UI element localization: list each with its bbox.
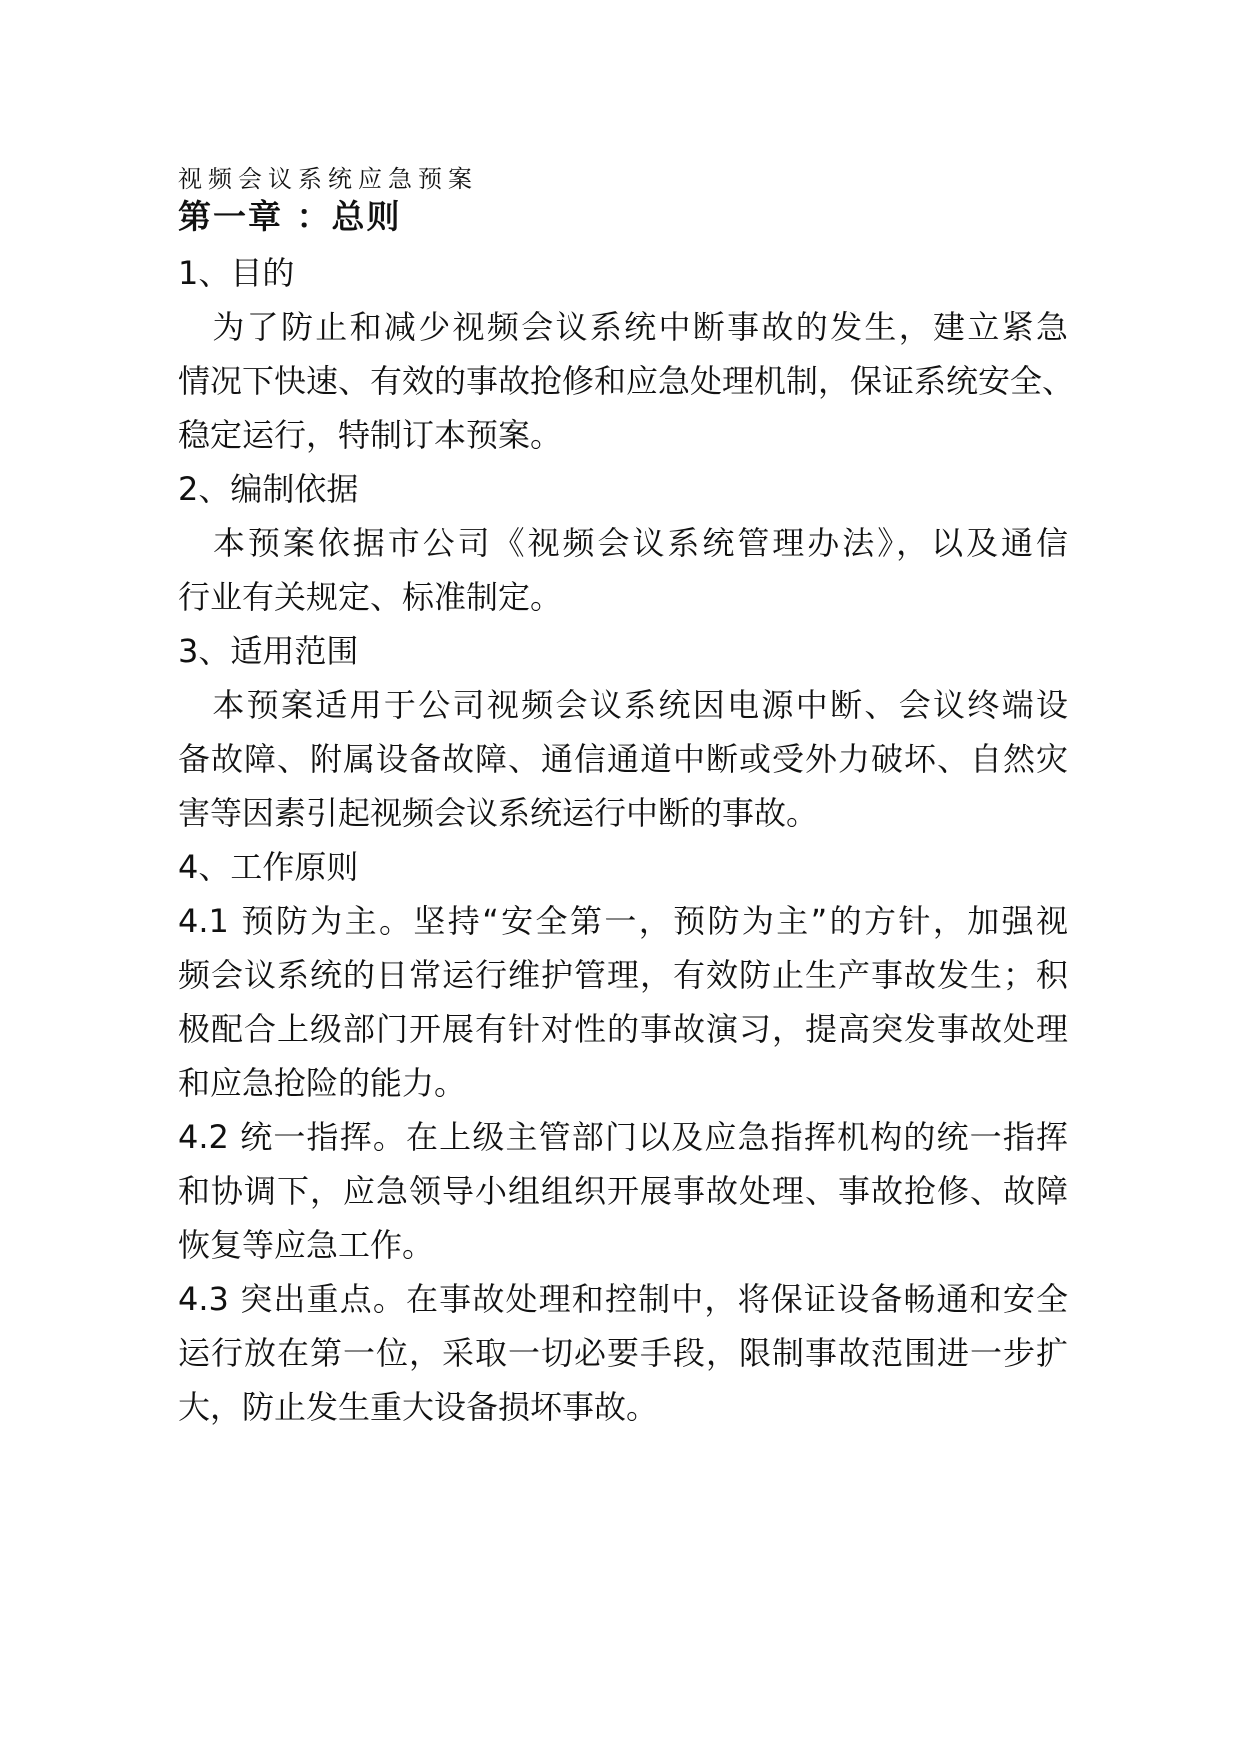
principle-line: 4.1 预防为主。坚持“安全第一，预防为主”的方针，加强视	[178, 902, 1068, 940]
paragraph-line: 本预案适用于公司视频会议系统因电源中断、会议终端设	[178, 686, 1068, 724]
paragraph-line: 害等因素引起视频会议系统运行中断的事故。	[178, 794, 819, 832]
paragraph-line: 本预案依据市公司《视频会议系统管理办法》，以及通信	[178, 524, 1068, 562]
section-heading-scope: 3、适用范围	[178, 632, 359, 670]
paragraph-line: 为了防止和减少视频会议系统中断事故的发生，建立紧急	[178, 308, 1068, 346]
chapter-heading: 第一章 ：总则	[178, 197, 402, 236]
principle-line: 恢复等应急工作。	[178, 1226, 435, 1264]
document-title: 视频会议系统应急预案	[178, 165, 478, 193]
principle-line: 频会议系统的日常运行维护管理，有效防止生产事故发生；积	[178, 956, 1068, 994]
principle-line: 和协调下，应急领导小组组织开展事故处理、事故抢修、故障	[178, 1172, 1068, 1210]
paragraph-line: 稳定运行，特制订本预案。	[178, 416, 563, 454]
principle-line: 极配合上级部门开展有针对性的事故演习，提高突发事故处理	[178, 1010, 1068, 1048]
principle-line: 运行放在第一位，采取一切必要手段，限制事故范围进一步扩	[178, 1334, 1068, 1372]
principle-line: 4.2 统一指挥。在上级主管部门以及应急指挥机构的统一指挥	[178, 1118, 1068, 1156]
section-heading-basis: 2、编制依据	[178, 470, 359, 508]
paragraph-line: 行业有关规定、标准制定。	[178, 578, 563, 616]
principle-line: 4.3 突出重点。在事故处理和控制中，将保证设备畅通和安全	[178, 1280, 1068, 1318]
paragraph-line: 情况下快速、有效的事故抢修和应急处理机制，保证系统安全、	[178, 362, 1075, 400]
principle-line: 大，防止发生重大设备损坏事故。	[178, 1388, 659, 1426]
principle-line: 和应急抢险的能力。	[178, 1064, 467, 1102]
paragraph-line: 备故障、附属设备故障、通信通道中断或受外力破坏、自然灾	[178, 740, 1068, 778]
section-heading-purpose: 1、目的	[178, 254, 295, 292]
section-heading-principles: 4、工作原则	[178, 848, 359, 886]
